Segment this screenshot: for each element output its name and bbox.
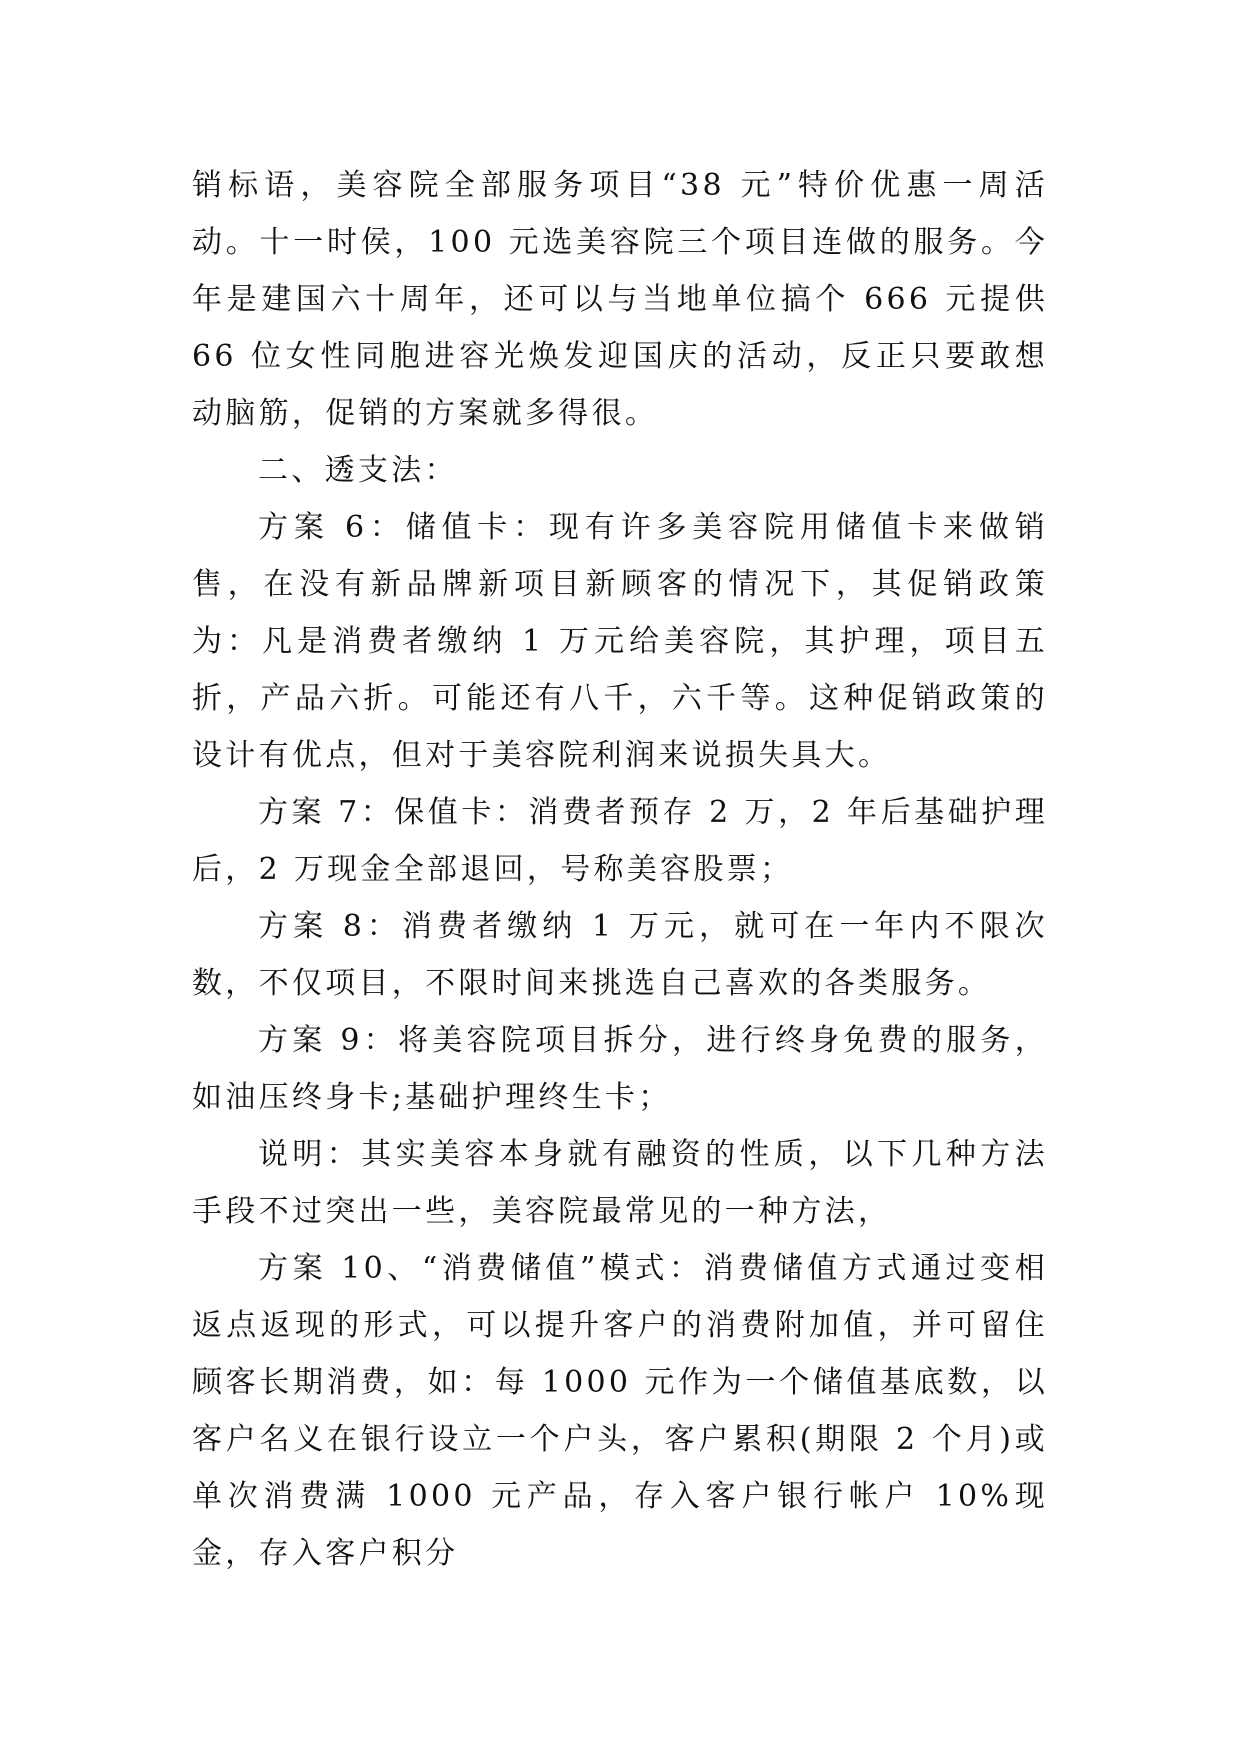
paragraph-plan-8: 方案 8：消费者缴纳 1 万元，就可在一年内不限次数，不仅项目，不限时间来挑选自己喜欢的各类服务。 <box>192 909 1048 1001</box>
paragraph-plan-7: 方案 7：保值卡：消费者预存 2 万，2 年后基础护理后，2 万现金全部退回，号称美容股票； <box>192 795 1048 887</box>
document-body <box>192 157 1048 1582</box>
section-heading-overdraft: 二、透支法： <box>258 453 458 488</box>
paragraph-plan-10: 方案 10、“消费储值”模式：消费储值方式通过变相返点返现的形式，可以提升客户的消费附加值，并可留住顾客长期消费，如：每 1000 元作为一个储值基底数，以客户名义在银行设立一个户头，客户累积(期限 2 个月)或单次消费满 1000 元产品，存入客户银行帐户 10%现金，存入客户积分 <box>192 1251 1048 1571</box>
paragraph-note: 说明：其实美容本身就有融资的性质，以下几种方法手段不过突出一些，美容院最常见的一种方法， <box>192 1137 1048 1229</box>
paragraph-plan-6: 方案 6：储值卡：现有许多美容院用储值卡来做销售，在没有新品牌新项目新顾客的情况下，其促销政策为：凡是消费者缴纳 1 万元给美容院，其护理，项目五折，产品六折。可能还有八千，六千等。这种促销政策的设计有优点，但对于美容院利润来说损失具大。 <box>192 510 1048 773</box>
paragraph-promo-slogan: 销标语，美容院全部服务项目“38 元”特价优惠一周活动。十一时侯，100 元选美容院三个项目连做的服务。今年是建国六十周年，还可以与当地单位搞个 666 元提供 66 位女性同胞进容光焕发迎国庆的活动，反正只要敢想动脑筋，促销的方案就多得很。 <box>192 168 1048 431</box>
paragraph-plan-9: 方案 9：将美容院项目拆分，进行终身免费的服务，如油压终身卡;基础护理终生卡； <box>192 1023 1048 1115</box>
